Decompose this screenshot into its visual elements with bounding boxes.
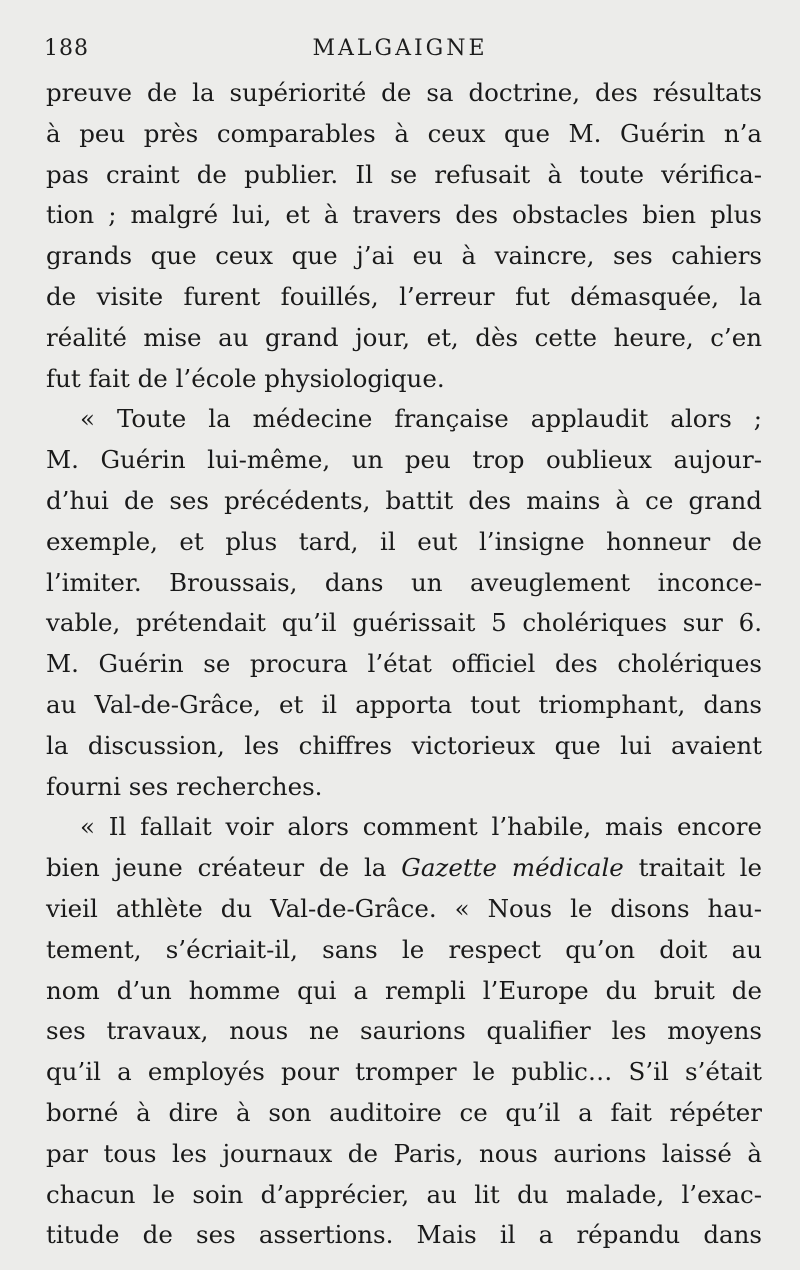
text-line: « Toute la médecine française applaudit alors ;	[80, 404, 762, 434]
text-line: exemple, et plus tard, il eut l’insigne honneur de	[46, 526, 762, 556]
text-fragment: bien jeune créateur de la	[46, 853, 402, 883]
page-header	[44, 36, 756, 66]
text-line: borné à dire à son auditoire ce qu’il a fait répéter	[46, 1097, 762, 1127]
text-line: preuve de la supériorité de sa doctrine, des résultats	[46, 78, 762, 107]
text-line: ses travaux, nous ne saurions qualifier les moyens	[46, 1016, 762, 1046]
paragraph-2	[46, 399, 762, 807]
text-line: à peu près comparables à ceux que M. Guérin n’a	[46, 118, 762, 148]
text-line: vieil athlète du Val-de-Grâce. « Nous le disons hau-	[46, 893, 762, 923]
text-line: au Val-de-Grâce, et il apporta tout triomphant, dans	[46, 689, 762, 719]
text-line: pas craint de publier. Il se refusait à toute vérifica-	[46, 159, 762, 189]
text-line: titude de ses assertions. Mais il a répandu dans	[46, 1220, 762, 1250]
text-line: l’imiter. Broussais, dans un aveuglement inconce-	[46, 567, 762, 597]
text-line: « Il fallait voir alors comment l’habile, mais encore	[80, 812, 762, 842]
body-text	[46, 73, 762, 1256]
text-line: chacun le soin d’apprécier, au lit du malade, l’exac-	[46, 1179, 762, 1209]
text-line: fut fait de l’école physiologique.	[46, 363, 445, 393]
text-line: nom d’un homme qui a rempli l’Europe du bruit de	[46, 975, 762, 1005]
text-line: de visite furent fouillés, l’erreur fut démasquée, la	[46, 281, 762, 311]
text-line: réalité mise au grand jour, et, dès cette heure, c’en	[46, 322, 762, 352]
text-line: M. Guérin lui-même, un peu trop oublieux aujour-	[46, 445, 762, 475]
running-head: MALGAIGNE	[312, 36, 488, 61]
text-line: tement, s’écriait-il, sans le respect qu’on doit au	[46, 934, 762, 964]
text-line: tion ; malgré lui, et à travers des obstacles bien plus	[46, 200, 762, 230]
text-line: M. Guérin se procura l’état officiel des cholériques	[46, 649, 762, 679]
paragraph-1	[46, 73, 762, 399]
text-line: d’hui de ses précédents, battit des mains à ce grand	[46, 485, 762, 515]
text-line: qu’il a employés pour tromper le public… S’il s’était	[46, 1057, 762, 1087]
text-line: la discussion, les chiffres victorieux que lui avaient	[46, 730, 762, 760]
text-line: vable, prétendait qu’il guérissait 5 cholériques sur 6.	[46, 608, 762, 638]
text-line: fourni ses recherches.	[46, 771, 323, 801]
text-fragment: traitait le	[623, 853, 763, 883]
text-line: grands que ceux que j’ai eu à vaincre, ses cahiers	[46, 241, 762, 271]
text-line: par tous les journaux de Paris, nous aurions laissé à	[46, 1138, 762, 1168]
journal-title: Gazette médicale	[401, 853, 624, 883]
paragraph-3	[46, 807, 762, 1256]
text-line	[46, 848, 762, 889]
page-number: 188	[44, 36, 89, 61]
